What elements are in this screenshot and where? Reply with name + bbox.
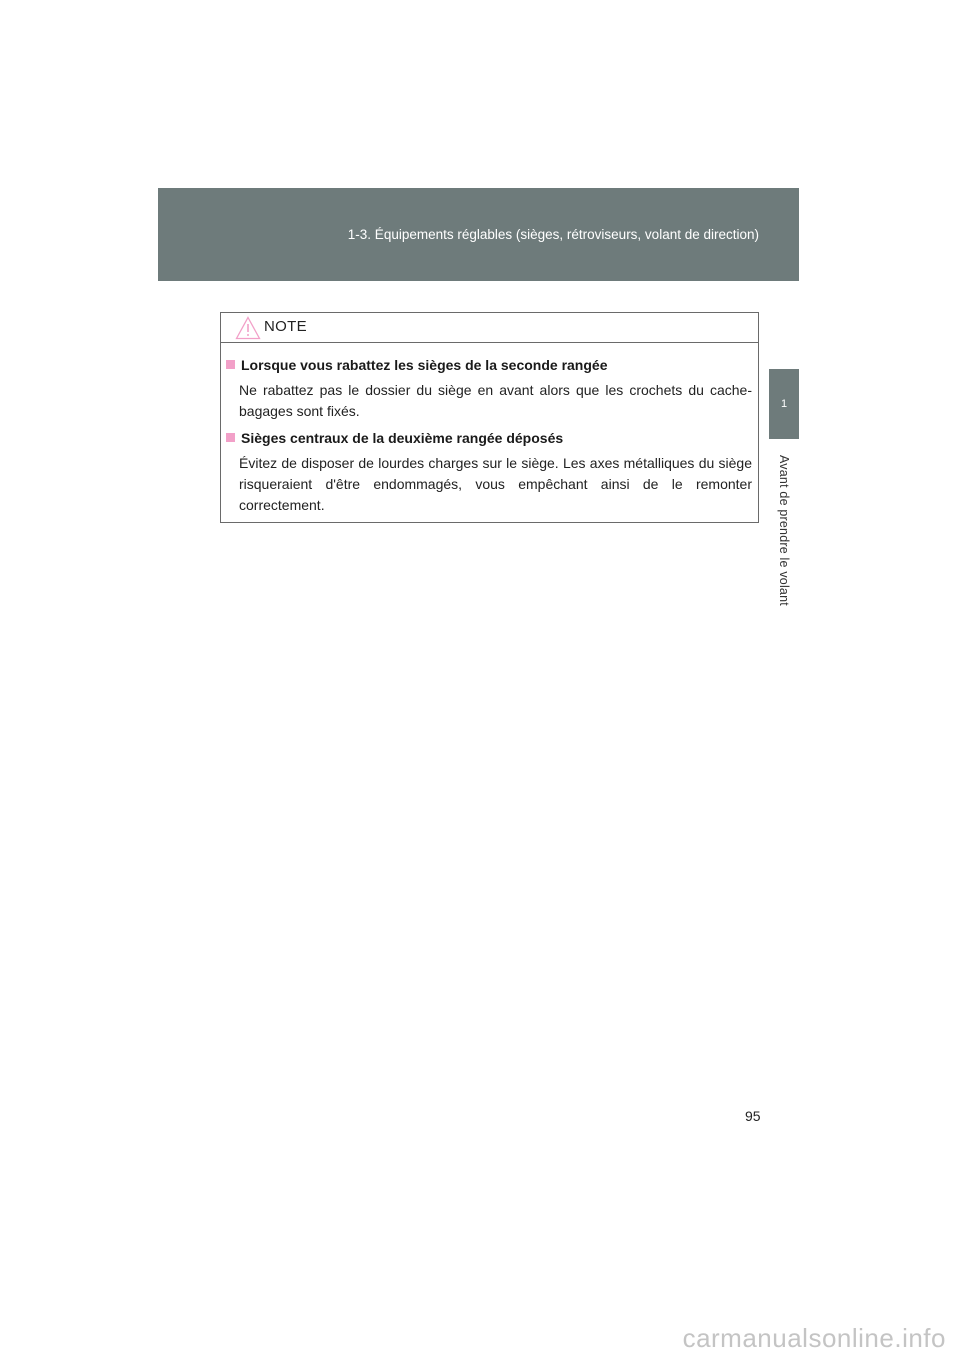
watermark: carmanualsonline.info <box>682 1323 946 1353</box>
note-body <box>221 343 758 516</box>
side-tab-chapter-number: 1 <box>769 369 799 439</box>
note-title: NOTE <box>264 318 307 335</box>
square-bullet-icon <box>226 360 235 369</box>
warning-triangle-icon <box>235 316 261 340</box>
note-header <box>221 313 758 343</box>
note-box <box>220 312 759 523</box>
note-section-folding-seats <box>225 355 752 422</box>
section-heading <box>225 355 752 375</box>
chapter-title: 1-3. Équipements réglables (sièges, rétroviseurs, volant de direction) <box>347 227 759 242</box>
side-tab-chapter-label <box>769 439 799 621</box>
section-heading-text: Lorsque vous rabattez les sièges de la seconde rangée <box>241 357 608 373</box>
section-heading-text: Sièges centraux de la deuxième rangée déposés <box>241 430 564 446</box>
section-heading <box>225 428 752 448</box>
section-text: Ne rabattez pas le dossier du siège en avant alors que les crochets du cache-bagages sont fixés. <box>239 382 752 419</box>
section-text: Évitez de disposer de lourdes charges sur le siège. Les axes métalliques du siège risqueraient d'être endommagés, vous empêchant ainsi de le remonter correctement. <box>239 455 752 513</box>
page-number: 95 <box>745 1108 761 1124</box>
square-bullet-icon <box>226 433 235 442</box>
side-tab-label-text: Avant de prendre le volant <box>777 454 791 606</box>
note-section-removed-seats <box>225 428 752 516</box>
chapter-header-band <box>158 188 799 281</box>
